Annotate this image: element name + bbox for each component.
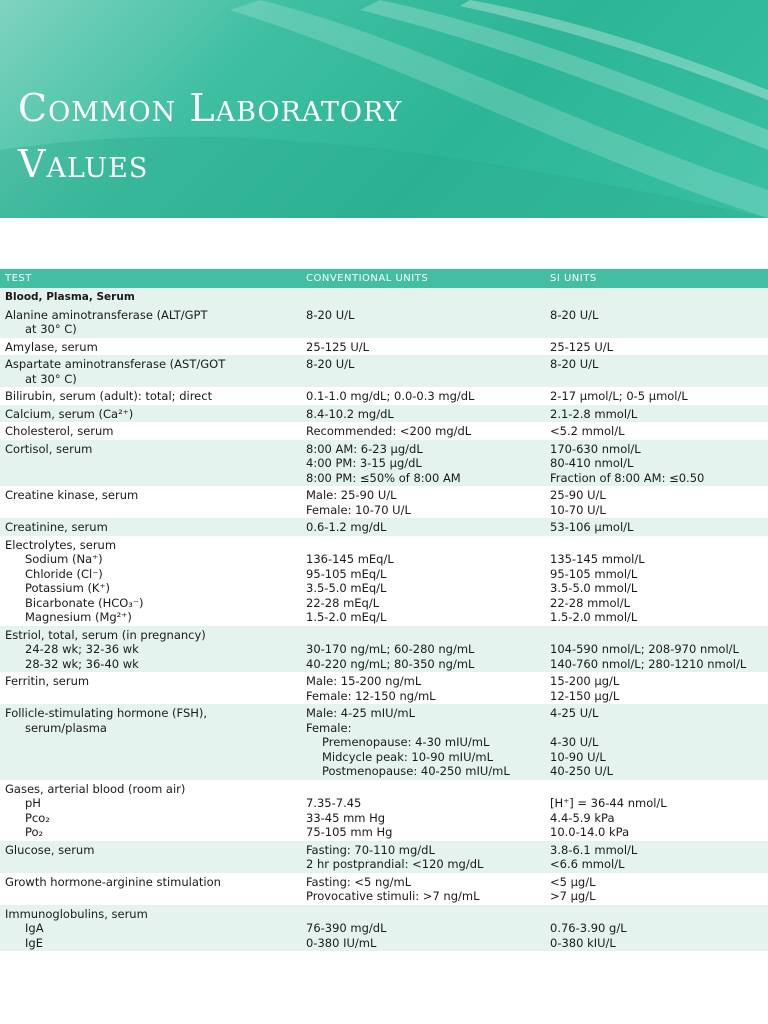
test-cell-line: at 30° C) <box>25 371 77 386</box>
test-cell-line: Ferritin, serum <box>5 674 90 688</box>
conventional-units-cell-line: 4:00 PM: 3-15 µg/dL <box>306 456 422 470</box>
si-units-cell-line: 4.4-5.9 kPa <box>550 810 615 825</box>
si-units-cell-line: 135-145 mmol/L <box>550 552 645 566</box>
section-label: Blood, Plasma, Serum <box>5 291 135 303</box>
conventional-units-cell-line: 0.6-1.2 mg/dL <box>306 520 387 534</box>
test-cell-line <box>5 456 306 471</box>
table-row <box>0 626 768 673</box>
table-body <box>0 306 768 952</box>
table-row <box>0 518 768 536</box>
conventional-units-cell-line: 22-28 mEq/L <box>306 595 380 610</box>
si-units-cell-line: 10.0-14.0 kPa <box>550 825 630 839</box>
test-cell-line: Alanine aminotransferase (ALT/GPT <box>5 307 208 322</box>
test-cell-line <box>5 889 306 904</box>
test-cell-line <box>5 503 306 518</box>
conventional-units-cell <box>306 424 550 439</box>
si-units-cell <box>550 389 768 404</box>
test-cell-line: 28-32 wk; 36-40 wk <box>25 656 139 671</box>
conventional-units-cell <box>306 628 550 672</box>
conventional-units-cell-line: 136-145 mEq/L <box>306 552 394 566</box>
conventional-units-cell-line: Fasting: 70-110 mg/dL <box>306 842 435 857</box>
test-cell <box>0 520 306 535</box>
si-units-cell <box>550 628 768 672</box>
si-units-cell <box>550 442 768 486</box>
table-row <box>0 338 768 356</box>
column-header-test: TEST <box>5 273 32 284</box>
table-row <box>0 905 768 952</box>
section-row <box>0 288 768 306</box>
test-cell-line: Gases, arterial blood (room air) <box>5 781 186 796</box>
table-row <box>0 704 768 780</box>
test-cell-line: Follicle-stimulating hormone (FSH), <box>5 706 208 720</box>
test-cell <box>0 674 306 703</box>
si-units-cell <box>550 907 768 951</box>
conventional-units-cell <box>306 538 550 625</box>
conventional-units-cell-line <box>306 782 550 797</box>
si-units-cell-line: 2-17 µmol/L; 0-5 µmol/L <box>550 389 688 403</box>
si-units-cell-line: 2.1-2.8 mmol/L <box>550 406 638 421</box>
conventional-units-cell <box>306 389 550 404</box>
si-units-cell-line: >7 µg/L <box>550 889 596 903</box>
conventional-units-cell <box>306 907 550 951</box>
si-units-cell-line: <5 µg/L <box>550 874 596 889</box>
test-cell-line: Pco₂ <box>25 810 50 825</box>
conventional-units-cell-line <box>306 907 550 922</box>
conventional-units-cell-line: 75-105 mm Hg <box>306 825 393 839</box>
si-units-cell-line: 170-630 nmol/L <box>550 441 641 456</box>
lab-values-table <box>0 269 768 951</box>
si-units-cell <box>550 407 768 422</box>
conventional-units-cell-line: 95-105 mEq/L <box>306 566 387 581</box>
si-units-cell-line: 22-28 mmol/L <box>550 595 630 610</box>
si-units-cell-line: 10-90 U/L <box>550 749 606 764</box>
si-units-cell-line: 25-125 U/L <box>550 339 614 354</box>
test-cell <box>0 340 306 355</box>
conventional-units-cell-line: 8-20 U/L <box>306 307 355 322</box>
test-cell-line: at 30° C) <box>25 322 77 336</box>
test-cell-line: Calcium, serum (Ca²⁺) <box>5 406 134 421</box>
si-units-cell <box>550 843 768 872</box>
table-row <box>0 306 768 338</box>
test-cell-line: Aspartate aminotransferase (AST/GOT <box>5 357 226 371</box>
si-units-cell <box>550 875 768 904</box>
conventional-units-cell <box>306 407 550 422</box>
table-row <box>0 672 768 704</box>
si-units-cell-line: 0-380 kIU/L <box>550 935 616 950</box>
test-cell <box>0 488 306 517</box>
title-line-2: Values <box>18 142 149 186</box>
si-units-cell-line: 0.76-3.90 g/L <box>550 921 627 935</box>
test-cell <box>0 782 306 840</box>
conventional-units-cell-line: Female: 12-150 ng/mL <box>306 688 436 703</box>
si-units-cell-line: 25-90 U/L <box>550 488 606 502</box>
test-cell-line: Creatinine, serum <box>5 520 108 534</box>
si-units-cell-line <box>550 907 768 922</box>
si-units-cell-line: <6.6 mmol/L <box>550 857 625 871</box>
conventional-units-cell-line: Male: 15-200 ng/mL <box>306 674 422 688</box>
si-units-cell-line: 53-106 µmol/L <box>550 520 634 534</box>
column-header-conventional-units: CONVENTIONAL UNITS <box>306 273 429 284</box>
test-cell-line: Growth hormone-arginine stimulation <box>5 874 221 889</box>
si-units-cell-line: 12-150 µg/L <box>550 688 620 703</box>
conventional-units-cell-line: Recommended: <200 mg/dL <box>306 424 472 438</box>
conventional-units-cell <box>306 442 550 486</box>
test-cell <box>0 308 306 337</box>
test-cell-line: 24-28 wk; 32-36 wk <box>25 642 139 656</box>
test-cell-line: Bicarbonate (HCO₃⁻) <box>25 595 144 610</box>
test-cell <box>0 407 306 422</box>
si-units-cell <box>550 782 768 840</box>
test-cell-line: Immunoglobulins, serum <box>5 906 148 921</box>
table-row <box>0 387 768 405</box>
test-cell-line: Sodium (Na⁺) <box>25 552 103 566</box>
test-cell <box>0 628 306 672</box>
conventional-units-cell <box>306 674 550 703</box>
table-row <box>0 780 768 841</box>
si-units-cell-line: 140-760 nmol/L; 280-1210 nmol/L <box>550 656 747 671</box>
conventional-units-cell-line: 7.35-7.45 <box>306 796 362 810</box>
test-cell-line: Chloride (Cl⁻) <box>25 566 103 581</box>
conventional-units-cell-line <box>306 628 550 643</box>
conventional-units-cell <box>306 782 550 840</box>
conventional-units-cell-line: 1.5-2.0 mEq/L <box>306 610 387 624</box>
conventional-units-cell <box>306 488 550 517</box>
conventional-units-cell-line: 2 hr postprandial: <120 mg/dL <box>306 857 484 871</box>
conventional-units-cell-line: Female: <box>306 720 352 735</box>
conventional-units-cell <box>306 357 550 386</box>
conventional-units-cell-line: Provocative stimuli: >7 ng/mL <box>306 889 480 903</box>
si-units-cell-line: Fraction of 8:00 AM: ≤0.50 <box>550 470 705 485</box>
header-banner <box>0 0 768 218</box>
conventional-units-cell-line: 8-20 U/L <box>306 357 355 371</box>
page-title <box>18 80 402 192</box>
conventional-units-cell <box>306 875 550 904</box>
conventional-units-cell-line: 8:00 PM: ≤50% of 8:00 AM <box>306 470 461 485</box>
si-units-cell-line: 4-30 U/L <box>550 735 599 749</box>
si-units-cell-line: 3.5-5.0 mmol/L <box>550 581 638 595</box>
test-cell-line: Cholesterol, serum <box>5 424 114 438</box>
table-row <box>0 422 768 440</box>
test-cell-line: Electrolytes, serum <box>5 537 117 552</box>
test-cell-line <box>5 471 306 486</box>
column-header-si-units: SI UNITS <box>550 273 597 284</box>
test-cell-line: Potassium (K⁺) <box>25 581 111 595</box>
si-units-cell-line: 3.8-6.1 mmol/L <box>550 842 638 857</box>
table-row <box>0 536 768 626</box>
conventional-units-cell-line: Female: 10-70 U/L <box>306 502 411 517</box>
conventional-units-cell-line: 8:00 AM: 6-23 µg/dL <box>306 441 423 456</box>
test-cell-line <box>5 689 306 704</box>
si-units-cell-line <box>550 721 768 736</box>
test-cell-line <box>5 764 306 779</box>
table-row <box>0 841 768 873</box>
title-line-1: Common Laboratory <box>18 86 403 130</box>
test-cell-line: pH <box>25 796 41 810</box>
conventional-units-cell-line: 33-45 mm Hg <box>306 810 386 825</box>
si-units-cell-line: 15-200 µg/L <box>550 674 620 688</box>
si-units-cell <box>550 308 768 337</box>
conventional-units-cell <box>306 520 550 535</box>
conventional-units-cell-line: Male: 4-25 mIU/mL <box>306 706 416 720</box>
si-units-cell-line: 10-70 U/L <box>550 502 606 517</box>
si-units-cell <box>550 340 768 355</box>
test-cell <box>0 357 306 386</box>
test-cell <box>0 442 306 486</box>
test-cell-line: Creatine kinase, serum <box>5 488 139 502</box>
test-cell <box>0 875 306 904</box>
si-units-cell-line <box>550 538 768 553</box>
test-cell-line: Bilirubin, serum (adult): total; direct <box>5 389 213 403</box>
conventional-units-cell-line: 0.1-1.0 mg/dL; 0.0-0.3 mg/dL <box>306 389 475 403</box>
test-cell-line <box>5 857 306 872</box>
si-units-cell-line: 80-410 nmol/L <box>550 456 634 470</box>
si-units-cell-line <box>550 628 768 643</box>
test-cell-line <box>5 750 306 765</box>
si-units-cell <box>550 674 768 703</box>
conventional-units-cell-line: 30-170 ng/mL; 60-280 ng/mL <box>306 642 475 656</box>
test-cell-line: Amylase, serum <box>5 339 98 354</box>
si-units-cell <box>550 357 768 386</box>
si-units-cell-line: 8-20 U/L <box>550 307 599 322</box>
conventional-units-cell-line: Premenopause: 4-30 mIU/mL <box>322 735 490 749</box>
si-units-cell <box>550 520 768 535</box>
test-cell-line: Magnesium (Mg²⁺) <box>25 610 132 624</box>
si-units-cell-line: 40-250 U/L <box>550 764 614 778</box>
test-cell <box>0 389 306 404</box>
conventional-units-cell-line: 3.5-5.0 mEq/L <box>306 581 387 595</box>
si-units-cell <box>550 538 768 625</box>
table-row <box>0 486 768 518</box>
conventional-units-cell-line: 25-125 U/L <box>306 339 370 354</box>
conventional-units-cell-line: 76-390 mg/dL <box>306 921 387 935</box>
si-units-cell-line: 4-25 U/L <box>550 706 599 720</box>
test-cell <box>0 706 306 779</box>
si-units-cell-line: 95-105 mmol/L <box>550 566 638 581</box>
si-units-cell-line: 8-20 U/L <box>550 357 599 371</box>
si-units-cell-line: [H⁺] = 36-44 nmol/L <box>550 796 667 810</box>
conventional-units-cell-line: 40-220 ng/mL; 80-350 ng/mL <box>306 656 475 671</box>
si-units-cell <box>550 706 768 779</box>
conventional-units-cell <box>306 706 550 779</box>
test-cell-line: serum/plasma <box>25 720 107 735</box>
conventional-units-cell-line: Midcycle peak: 10-90 mIU/mL <box>322 749 493 764</box>
test-cell-line <box>5 735 306 750</box>
si-units-cell <box>550 488 768 517</box>
si-units-cell-line: 104-590 nmol/L; 208-970 nmol/L <box>550 642 739 656</box>
si-units-cell-line <box>550 782 768 797</box>
table-row <box>0 440 768 487</box>
test-cell-line: Cortisol, serum <box>5 441 93 456</box>
si-units-cell <box>550 424 768 439</box>
test-cell-line: IgA <box>25 921 44 935</box>
conventional-units-cell <box>306 308 550 337</box>
conventional-units-cell-line: Postmenopause: 40-250 mIU/mL <box>322 764 510 778</box>
test-cell <box>0 907 306 951</box>
test-cell-line: Po₂ <box>25 825 44 839</box>
table-row <box>0 355 768 387</box>
test-cell-line: Glucose, serum <box>5 842 95 857</box>
test-cell-line: IgE <box>25 935 43 950</box>
conventional-units-cell-line: 8.4-10.2 mg/dL <box>306 406 394 421</box>
test-cell <box>0 538 306 625</box>
test-cell <box>0 424 306 439</box>
conventional-units-cell-line: Male: 25-90 U/L <box>306 488 397 502</box>
test-cell <box>0 843 306 872</box>
conventional-units-cell-line: 0-380 IU/mL <box>306 935 377 950</box>
conventional-units-cell-line <box>306 538 550 553</box>
test-cell-line: Estriol, total, serum (in pregnancy) <box>5 627 206 642</box>
conventional-units-cell <box>306 340 550 355</box>
table-row <box>0 873 768 905</box>
table-row <box>0 405 768 423</box>
si-units-cell-line: 1.5-2.0 mmol/L <box>550 610 638 624</box>
si-units-cell-line: <5.2 mmol/L <box>550 424 625 438</box>
table-header-row <box>0 269 768 288</box>
conventional-units-cell-line: Fasting: <5 ng/mL <box>306 874 412 889</box>
conventional-units-cell <box>306 843 550 872</box>
